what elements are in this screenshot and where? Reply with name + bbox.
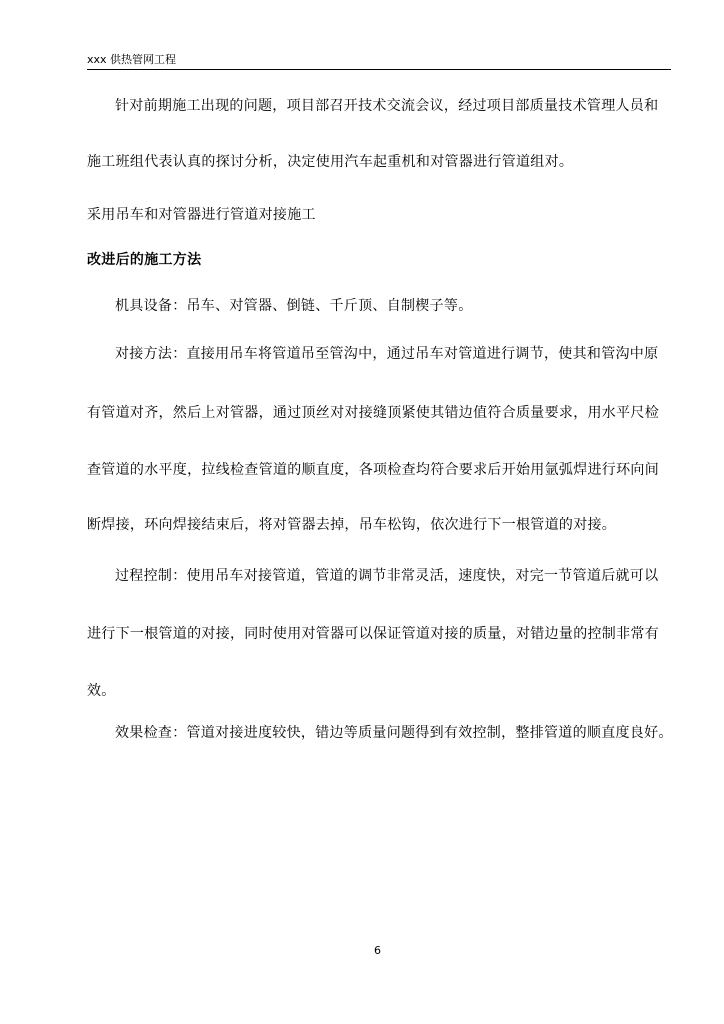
page-header xyxy=(87,52,671,70)
paragraph-result: 效果检查：管道对接进度较快，错边等质量问题得到有效控制，整排管道的顺直度良好。 xyxy=(115,725,673,741)
paragraph-method-line-1: 对接方法：直接用吊车将管道吊至管沟中，通过吊车对管道进行调节，使其和管沟中原 xyxy=(115,346,659,362)
paragraph-method-line-2: 有管道对齐，然后上对管器，通过顶丝对对接缝顶紧使其错边值符合质量要求，用水平尺检 xyxy=(87,405,659,421)
paragraph-2: 采用吊车和对管器进行管道对接施工 xyxy=(87,207,316,223)
page-number: 6 xyxy=(374,944,381,957)
section-heading: 改进后的施工方法 xyxy=(87,252,202,268)
paragraph-1-line-2: 施工班组代表认真的探讨分析，决定使用汽车起重机和对管器进行管道组对。 xyxy=(87,154,574,170)
paragraph-method-line-4: 断焊接，环向焊接结束后，将对管器去掉，吊车松钩，依次进行下一根管道的对接。 xyxy=(87,517,617,533)
paragraph-method-line-3: 查管道的水平度，拉线检查管道的顺直度，各项检查均符合要求后开始用氩弧焊进行环向间 xyxy=(87,462,659,478)
paragraph-control-line-3: 效。 xyxy=(87,683,116,699)
paragraph-equipment: 机具设备：吊车、对管器、倒链、千斤顶、自制楔子等。 xyxy=(115,298,473,314)
paragraph-1-line-1: 针对前期施工出现的问题，项目部召开技术交流会议，经过项目部质量技术管理人员和 xyxy=(115,98,659,114)
paragraph-control-line-2: 进行下一根管道的对接，同时使用对管器可以保证管道对接的质量，对错边量的控制非常有 xyxy=(87,626,659,642)
paragraph-control-line-1: 过程控制：使用吊车对接管道，管道的调节非常灵活，速度快，对完一节管道后就可以 xyxy=(115,568,659,584)
header-title: xxx 供热管网工程 xyxy=(87,53,177,66)
